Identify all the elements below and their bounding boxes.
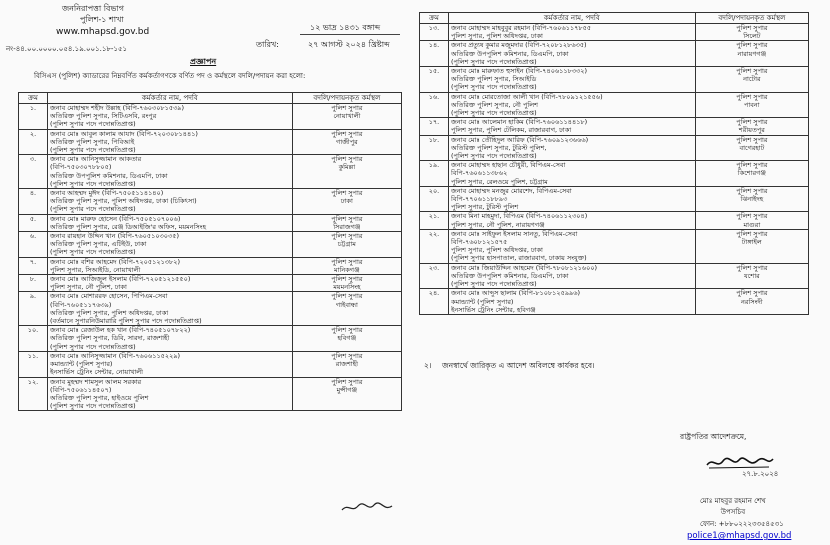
posting-cell [292, 129, 401, 155]
posting-cell [695, 41, 808, 67]
website-link[interactable]: www.mhapsd.gov.bd [56, 27, 150, 37]
serial-cell: ৮. [19, 275, 48, 292]
posting-detail-line: পুলিশ সুপার [331, 326, 363, 335]
serial-cell: ১৮. [420, 135, 449, 161]
effective-note [424, 361, 595, 373]
posting-detail-line: বাগেরহাট [739, 143, 765, 152]
posting-cell [292, 189, 401, 215]
posting-cell [695, 24, 808, 41]
serial-cell: ৪. [19, 189, 48, 215]
officer-detail-line: জনাব মোঃ জিয়াউদ্দিন আহমেদ (বিপি-৭৮০৮১২১৬০০) [451, 263, 598, 272]
officer-cell [48, 326, 293, 352]
note-number: ২। [424, 361, 432, 370]
serial-cell: ৯. [19, 292, 48, 326]
officer-detail-line: জনাব মোহাম্মদ মাহবুবুর রহমান (বিপি-৭৬০৬১১৭৮৫৫ [451, 24, 592, 32]
posting-cell [292, 155, 401, 189]
officer-detail-line: অতিরিক্ত পুলিশ সুপার, সিটিএসবি, রংপুর [50, 112, 157, 121]
posting-detail-line: পুলিশ সুপার [736, 135, 768, 144]
officer-detail-line: বিপি-৭৬০৬১১৩৮৬২ [451, 169, 508, 178]
officer-detail-line: জনাব মোঃ আনিসুজ্জামান আকতার [50, 155, 142, 164]
officer-detail-line: (বিপি-৭৫০৬১১৪৫০৭) [50, 385, 112, 394]
posting-detail-line: পুলিশ সুপার [736, 24, 768, 32]
posting-detail-line: পুলিশ সুপার [736, 118, 768, 127]
officer-cell [449, 289, 696, 315]
officer-detail-line: (বিপি-৭৫০৩০৭৮৮০৫) [50, 163, 112, 172]
phone-number: ফোন: +৮৮০২২২৩৩৫৪৫৩১ [700, 520, 784, 528]
officer-detail-line: পুলিশ সুপার, পুলিশ টেলিকম, রাজারবাগ, ঢাকা [451, 126, 572, 135]
officer-cell [48, 189, 293, 215]
column-header-serial: ক্রম [420, 13, 449, 24]
officer-detail-line: (পুলিশ সুপার পদে পদোন্নতিপ্রাপ্ত) [50, 248, 136, 257]
signatory-name: মোঃ মাহবুর রহমান শেখ [700, 497, 766, 505]
officer-detail-line: (পুলিশ সুপার পদে পদোন্নতিপ্রাপ্ত) [451, 83, 537, 92]
table-row [420, 161, 809, 187]
officer-cell [48, 377, 293, 411]
posting-detail-line: পুলিশ সুপার [736, 263, 768, 272]
table-row [19, 189, 402, 215]
officer-detail-line: পুলিশ সুপার, রেলওয়ে পুলিশ, চট্টগ্রাম [451, 177, 548, 186]
officer-detail-line: (পুলিশ সুপার পদে পদোন্নতিপ্রাপ্ত) [50, 205, 136, 214]
posting-detail-line: পুলিশ সুপার [331, 155, 363, 164]
posting-cell [695, 289, 808, 315]
posting-detail-line: পুলিশ সুপার [331, 275, 363, 284]
officer-detail-line: জনাব মোঃ বশির আহমেদ (বিপি-৭২০৫১২১৩৮২) [50, 257, 180, 266]
table-row [420, 67, 809, 93]
officer-detail-line: কমান্ড্যান্ট (পুলিশ সুপার) [451, 297, 514, 306]
officer-detail-line: জনাব মোঃ মারুফ হোসেন (বিপি-৭৫০৫১০৭০০৬) [50, 214, 181, 223]
officer-detail-line: জনাব মোঃ আনিসুজ্জামান (বিপি-৭৬০৬১১৫২২৯) [50, 351, 181, 360]
officer-cell [449, 186, 696, 212]
posting-cell [695, 161, 808, 187]
officer-detail-line: ইনসার্ভিস ট্রেনিং সেন্টার, হবিগঞ্জ [451, 305, 536, 314]
table-row [19, 377, 402, 411]
officer-detail-line: জনাব রায়হান উদ্দিন খান (বিপি-৭৬০৫১০৩০৩৫) [50, 232, 179, 241]
officer-detail-line: (পুলিশ সুপার পদে পদোন্নতিপ্রাপ্ত) [451, 57, 537, 66]
officer-detail-line: অতিরিক্ত পুলিশ সুপার, এটিইউ, ঢাকা [50, 240, 147, 249]
officer-detail-line: অতিরিক্ত পুলিশ সুপার, পিবিআই [50, 137, 135, 146]
officer-detail-line: অতিরিক্ত উপপুলিশ কমিশনার, ডিএমপি, ঢাকা [50, 171, 168, 180]
email-link[interactable]: police1@mhapsd.gov.bd [687, 531, 792, 541]
posting-cell [695, 186, 808, 212]
table-row [420, 229, 809, 263]
posting-cell [292, 104, 401, 130]
officer-cell [48, 129, 293, 155]
officer-detail-line: কমান্ড্যান্ট (পুলিশ সুপার) [50, 360, 113, 369]
serial-cell: ৩. [19, 155, 48, 189]
table-row [420, 118, 809, 135]
posting-detail-line: রাজশাহী [335, 360, 358, 369]
officer-detail-line: জনাব মোঃ মোরতোজা আলী খান (বিপি-৭৮০৯১২১৫৫৬) [451, 92, 603, 101]
posting-detail-line: পুলিশ সুপার [736, 67, 768, 76]
posting-detail-line: মাগুরা [743, 220, 761, 229]
officer-detail-line: অতিরিক্ত পুলিশ সুপার, হাইওয়ে পুলিশ [50, 393, 149, 402]
column-header-serial: ক্রম [19, 93, 48, 104]
posting-detail-line: মুন্সীগঞ্জ [336, 385, 358, 394]
officer-detail-line: ইনসার্ভিস ট্রেনিং সেন্টার, নোয়াখালী [50, 368, 143, 377]
officer-detail-line: (পুলিশ সুপার পদে পদোন্নতিপ্রাপ্ত) [50, 402, 136, 411]
posting-cell [695, 263, 808, 289]
officer-detail-line: জনাব মোঃ সাইফুল ইসলাম সানতু, বিপিএম-সেবা [451, 229, 578, 238]
officer-detail-line: জনাব মোঃ তৌহিদুল আরিফ (বিপি-৭৬০৯১২৩৬৬৬) [451, 135, 589, 144]
posting-detail-line: টাঙ্গাইল [741, 238, 762, 247]
table-row [19, 155, 402, 189]
officer-detail-line: পুলিশ সুপার, পুলিশ অধিদপ্তর, ঢাকা [451, 246, 543, 255]
posting-detail-line: পুলিশ সুপার [736, 229, 768, 238]
table-row [19, 104, 402, 130]
table-row [420, 24, 809, 41]
officer-cell [48, 275, 293, 292]
table-row [420, 212, 809, 229]
officer-detail-line: জনাব আহম্মদ মুঈদ (বিপি-৭৫০৫১১৪১৪০) [50, 189, 164, 198]
table-row [420, 135, 809, 161]
officer-detail-line: পুলিশ সুপার, নৌ পুলিশ, নারায়ণগঞ্জ [451, 220, 545, 229]
serial-cell: ২২. [420, 229, 449, 263]
table-row [19, 292, 402, 326]
serial-cell: ২৩. [420, 263, 449, 289]
posting-detail-line: পুলিশ সুপার [331, 214, 363, 223]
column-header-officer: কর্মকর্তার নাম, পদবি [48, 93, 293, 104]
posting-cell [695, 67, 808, 93]
posting-detail-line: পুলিশ সুপার [331, 104, 363, 112]
officer-detail-line: অতিরিক্ত পুলিশ সুপার, রেঞ্জ ডিআইজি'র অফিস, ময়মনসিংহ [50, 222, 207, 231]
posting-detail-line: গাজীপুর [335, 137, 358, 146]
serial-cell: ১৭. [420, 118, 449, 135]
posting-cell [292, 232, 401, 258]
document-title: প্রজ্ঞাপন [190, 57, 217, 66]
posting-detail-line: ঝিনাইদহ [740, 195, 764, 204]
officer-cell [48, 155, 293, 189]
posting-detail-line: নারায়ণগঞ্জ [737, 49, 767, 58]
officer-detail-line: অতিরিক্ত উপপুলিশ কমিশনার, ডিএমপি, ঢাকা [451, 49, 569, 58]
table-row [19, 257, 402, 274]
serial-cell: ১৪. [420, 41, 449, 67]
officer-detail-line: (পুলিশ সুপার পদে পদোন্নতিপ্রাপ্ত) [50, 179, 136, 188]
posting-cell [695, 92, 808, 118]
posting-detail-line: পুলিশ সুপার [736, 289, 768, 298]
posting-cell [292, 377, 401, 411]
officer-detail-line: (পুলিশ সুপার পদে পদোন্নতিপ্রাপ্ত) [451, 280, 537, 289]
posting-detail-line: সিরাজগঞ্জ [333, 222, 361, 231]
serial-cell: ১১. [19, 351, 48, 377]
officer-detail-line: জনাব মোঃ আব্দুস ছালাম (বিপি-৮১০৮১২৫৯৯৬) [451, 289, 581, 298]
officer-cell [48, 104, 293, 130]
posting-detail-line: চট্টগ্রাম [337, 240, 356, 249]
officer-detail-line: (পুলিশ সুপার পদে পদোন্নতিপ্রাপ্ত) [451, 152, 537, 161]
posting-detail-line: পুলিশ সুপার [736, 212, 768, 221]
officer-detail-line: অতিরিক্ত পুলিশ সুপার, পুলিশ অধিদপ্তর, ঢাকা [50, 308, 169, 317]
posting-cell [292, 214, 401, 231]
date-divider [300, 34, 400, 35]
officer-detail-line: পুলিশ সুপার, পুলিশ অধিদপ্তর, ঢাকা [451, 32, 543, 41]
serial-cell: ১২. [19, 377, 48, 411]
serial-cell: ২৪. [420, 289, 449, 315]
serial-cell: ১. [19, 104, 48, 130]
serial-cell: ১৬. [420, 92, 449, 118]
memo-number: নং-৪৪.০০.০০০০.০৫৪.১৯.০০১.১৮-১৫১ [6, 45, 128, 53]
officer-detail-line: (পুলিশ সুপার পদে পদোন্নতিপ্রাপ্ত) [50, 342, 136, 351]
officer-detail-line: (পুলিশ সুপার পদে পদোন্নতিপ্রাপ্ত) [50, 146, 136, 155]
table-row [19, 351, 402, 377]
posting-cell [292, 326, 401, 352]
officer-detail-line: অতিরিক্ত উপপুলিশ কমিশনার, ডিএমপি, ঢাকা [451, 271, 569, 280]
officer-cell [449, 67, 696, 93]
table-row [19, 326, 402, 352]
officer-detail-line: অতিরিক্ত পুলিশ সুপার, ডিবি, সারদা, রাজশাহী [50, 334, 170, 343]
posting-detail-line: পুলিশ সুপার [331, 189, 363, 198]
transfer-table-right [419, 12, 809, 315]
signatory-block [700, 496, 766, 518]
officer-cell [449, 161, 696, 187]
posting-detail-line: যশোর [744, 271, 760, 280]
serial-cell: ১০. [19, 326, 48, 352]
intro-text: বিসিএস (পুলিশ) ক্যাডারের নিম্নবর্ণিত কর্মকর্তাগণকে বর্ণিত পদ ও কর্মস্থলে বদলি/পদায়ন করা হলো: [34, 72, 306, 80]
serial-cell: ১৩. [420, 24, 449, 41]
officer-detail-line: জনাব মোহাম্মদ হাছান চৌধুরী, বিপিএম-সেবা [451, 161, 566, 170]
posting-detail-line: পুলিশ সুপার [736, 186, 768, 195]
serial-cell: ২. [19, 129, 48, 155]
posting-cell [292, 292, 401, 326]
officer-detail-line: পুলিশ সুপার, নৌ পুলিশ, ঢাকা [50, 283, 127, 292]
table-row [19, 275, 402, 292]
officer-detail-line: অতিরিক্ত পুলিশ সুপার, পুলিশ অধিদপ্তর, ঢাকা (চিকিৎসা) [50, 197, 197, 206]
posting-cell [695, 135, 808, 161]
officer-cell [449, 24, 696, 41]
officer-detail-line: (বর্তমানে সুপারনিউমারারি পুলিশ সুপার পদে পদোন্নতিপ্রাপ্ত) [50, 317, 202, 326]
posting-detail-line: পুলিশ সুপার [331, 129, 363, 138]
posting-detail-line: পাবনা [744, 100, 760, 109]
posting-cell [695, 118, 808, 135]
table-row [420, 92, 809, 118]
branch-name: পুলিশ-১ শাখা [80, 15, 124, 24]
table-header-row [420, 13, 809, 24]
officer-cell [449, 118, 696, 135]
table-row [420, 289, 809, 315]
table-row [19, 129, 402, 155]
officer-detail-line: (পুলিশ সুপার হাসপাতাল, রাজারবাগ, ঢাকায় সংযুক্ত) [451, 254, 587, 263]
table-row [19, 232, 402, 258]
officer-detail-line: জনাব মোঃ আজিজুল ইসলাম (বিপি-৭২০৫১২১৫৫০) [50, 275, 191, 284]
posting-detail-line: পুলিশ সুপার [331, 232, 363, 241]
date-label: তারিখ: [256, 40, 279, 49]
officer-cell [449, 92, 696, 118]
officer-cell [48, 232, 293, 258]
posting-detail-line: শরীয়তপুর [738, 126, 765, 135]
order-line: রাষ্ট্রপতির আদেশক্রমে, [680, 432, 747, 441]
officer-detail-line: (বিপি-৭৬০৫১১৭৬৩৯) [50, 300, 112, 309]
signature-date: ২৭.৮.২০২৪ [742, 470, 779, 478]
posting-detail-line: পুলিশ সুপার [331, 292, 363, 301]
posting-detail-line: নরসিংদী [741, 297, 763, 306]
date-bengali: ১২ ভাদ্র ১৪৩১ বঙ্গাব্দ [310, 23, 381, 32]
column-header-officer: কর্মকর্তার নাম, পদবি [449, 13, 696, 24]
officer-cell [449, 41, 696, 67]
officer-detail-line: জনাব মোহাম্মদ মনজুর মোরশেদ, বিপিএম-সেবা [451, 186, 572, 195]
officer-detail-line: অতিরিক্ত পুলিশ সুপার, নৌ পুলিশ [451, 100, 538, 109]
officer-detail-line: জনাব মোঃ মোশাররফ হোসেন, পিপিএম-সেবা [50, 292, 168, 301]
officer-cell [48, 257, 293, 274]
posting-detail-line: পুলিশ সুপার [736, 92, 768, 101]
posting-detail-line: ময়মনসিংহ [333, 283, 361, 292]
column-header-posting: বদলি/পদায়নকৃত কর্মস্থল [292, 93, 401, 104]
serial-cell: ১৫. [420, 67, 449, 93]
officer-detail-line: জনাব মুহম্মদ শামসুল আলম সরকার [50, 377, 142, 386]
officer-detail-line: জনাব মিনা মাহমুদা, বিপিএম (বিপি-৭৪০৬১১২৩০৪) [451, 212, 588, 221]
serial-cell: ১৯. [420, 161, 449, 187]
serial-cell: ২১. [420, 212, 449, 229]
table-row [420, 186, 809, 212]
officer-detail-line: জনাব মোঃ মারুফাত হুসাইন (বিপি-৭৪০৬১১৮৩৩২) [451, 67, 588, 76]
posting-detail-line: পুলিশ সুপার [331, 377, 363, 386]
officer-cell [449, 229, 696, 263]
posting-cell [695, 212, 808, 229]
officer-cell [48, 351, 293, 377]
officer-detail-line: জনাব মোহাম্মদ শহীদ উল্লাহ (বিপি-৭৬০৩০৮১৫৩৯) [50, 104, 185, 112]
officer-detail-line: জনাব মোঃ আবুল কালাম আযাদ (বিপি-৭২০৩০৮১৪৪১) [50, 129, 198, 138]
table-row [420, 263, 809, 289]
table-row [19, 214, 402, 231]
posting-cell [292, 351, 401, 377]
date-english: ২৭ আগস্ট ২০২৪ খ্রিষ্টাব্দ [308, 40, 390, 49]
officer-cell [449, 263, 696, 289]
officer-cell [449, 135, 696, 161]
posting-detail-line: কুমিল্লা [338, 163, 356, 172]
posting-detail-line: ঢাকা [340, 197, 353, 206]
serial-cell: ৭. [19, 257, 48, 274]
transfer-table-left [18, 92, 402, 411]
initial-scribble-icon [340, 502, 395, 514]
posting-detail-line: পুলিশ সুপার [736, 41, 768, 50]
posting-detail-line: নাটোর [743, 75, 761, 84]
officer-detail-line: জনাব মোঃ আলেমান হাকিম (বিপি-৭৬০৬১১৪৪১৮) [451, 118, 588, 127]
table-header-row [19, 93, 402, 104]
officer-detail-line: (পুলিশ সুপার পদে পদোন্নতিপ্রাপ্ত) [50, 120, 136, 129]
posting-detail-line: নোয়াখালী [333, 112, 361, 121]
officer-detail-line: বিপি-৭৭০৬১১৮৮৯৩ [451, 195, 508, 204]
posting-detail-line: মানিকগঞ্জ [334, 265, 360, 274]
ministry-division: জননিরাপত্তা বিভাগ [62, 4, 124, 13]
serial-cell: ৫. [19, 214, 48, 231]
posting-detail-line: গাইবান্ধা [335, 300, 358, 309]
posting-cell [292, 257, 401, 274]
officer-cell [48, 214, 293, 231]
signatory-title: উপসচিব [720, 508, 746, 516]
officer-detail-line: পুলিশ সুপার, টুরিস্ট পুলিশ [451, 203, 519, 212]
officer-cell [449, 212, 696, 229]
serial-cell: ৬. [19, 232, 48, 258]
officer-detail-line: জনাব প্রত্যুষ কুমার মজুমদার (বিপি-৭২০৮১২৮৬৩৫) [451, 41, 587, 50]
officer-detail-line: বিপি-৭৬০৮১২১৫৭৫ [451, 238, 508, 247]
serial-cell: ২০. [420, 186, 449, 212]
posting-detail-line: পুলিশ সুপার [736, 161, 768, 170]
posting-detail-line: পুলিশ সুপার [331, 351, 363, 360]
officer-detail-line: পুলিশ সুপার, সিআইডি, নোয়াখালী [50, 265, 141, 274]
posting-detail-line: কিশোরগঞ্জ [737, 169, 766, 178]
posting-detail-line: পুলিশ সুপার [331, 257, 363, 266]
note-text: জনস্বার্থে জারিকৃত এ আদেশ অবিলম্বে কার্যকর হবে। [441, 361, 595, 370]
officer-detail-line: অতিরিক্ত পুলিশ সুপার, টুরিস্ট পুলিশ, [451, 143, 547, 152]
posting-cell [695, 229, 808, 263]
officer-detail-line: (পুলিশ সুপার পদে পদোন্নতিপ্রাপ্ত) [451, 109, 537, 118]
officer-detail-line: জনাব মোঃ রেজাউল হক খান (বিপি-৭৪০৫১০৭৮২২) [50, 326, 191, 335]
table-row [420, 41, 809, 67]
posting-detail-line: হবিগঞ্জ [337, 334, 357, 343]
posting-cell [292, 275, 401, 292]
column-header-posting: বদলি/পদায়নকৃত কর্মস্থল [695, 13, 808, 24]
officer-detail-line: অতিরিক্ত পুলিশ সুপার, সিআইডি [451, 75, 537, 84]
officer-cell [48, 292, 293, 326]
posting-detail-line: সিলেট [743, 32, 761, 41]
